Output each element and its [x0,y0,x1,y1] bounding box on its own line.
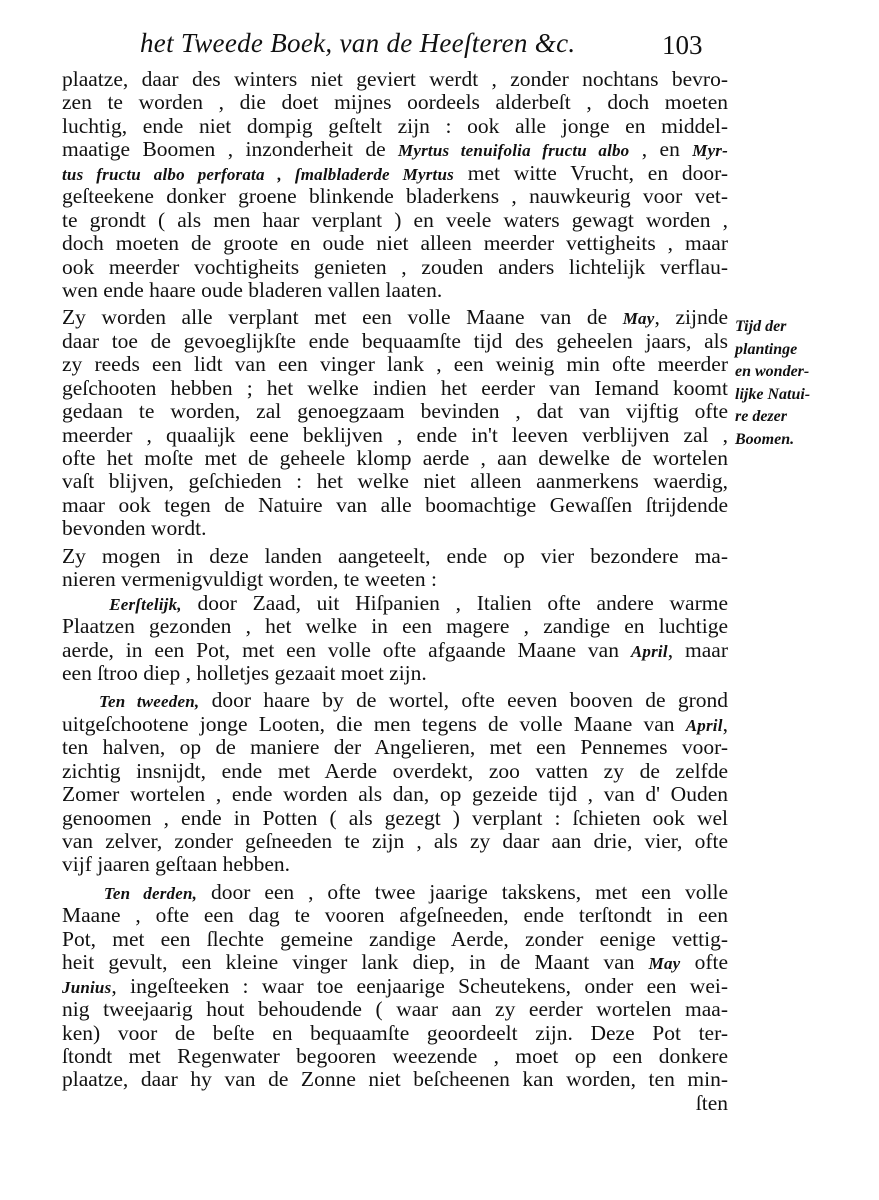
text-line [62,615,728,638]
text-segment: nieren vermenigvuldigt worden, te weeten : [62,567,437,592]
text-segment: vijf jaaren geſtaan hebben. [62,852,291,877]
text-segment: , zijnde [654,305,728,330]
margin-note-line: re dezer [735,408,787,425]
margin-note-line: Tijd der [735,318,787,335]
text-line [62,209,728,232]
text-line [62,951,728,974]
text-segment: doch moeten de groote en oude niet alleen meerder vettigheits , maar [62,231,728,256]
text-line [62,494,728,517]
text-segment: wen ende haare oude bladeren vallen laaten. [62,277,443,302]
text-segment: plaatze, daar hy van de Zonne niet beſcheenen kan worden, ten min- [62,1067,728,1092]
page-number: 103 [662,30,703,60]
text-segment: Plaatzen gezonden , het welke in een magere , zandige en luchtige [62,614,728,639]
text-line [62,400,728,423]
text-segment: Maane , ofte een dag te vooren afgeſneeden, ende terſtondt in een [62,903,728,928]
italic-term: Ten derden, [103,883,198,903]
text-segment [62,880,104,904]
text-line [62,377,728,400]
text-segment: ofte [680,950,728,975]
text-segment: heit gevult, een kleine vinger lank diep, in de Maant van [62,950,649,975]
text-line [62,185,728,208]
text-segment: daar toe de gevoeglijkſte ende bequaamſte tijd des geheelen jaars, als [62,328,728,353]
text-line [62,447,728,470]
text-segment: aerde, in een Pot, met een volle ofte afgaande Maane van [62,637,631,662]
text-segment: uitgeſchootene jonge Looten, die men tegens de volle Maane van [62,711,686,736]
text-segment: Pot, met een ſlechte gemeine zandige Aerde, zonder eenige vettig- [62,926,728,951]
text-segment: ten halven, op de maniere der Angelieren, met een Pennemes voor- [62,735,728,760]
italic-term: tus fructu albo perforata , ſmalbladerde Myrtus [62,164,454,184]
text-segment: vaſt blijven, geſchieden : het welke niet alleen aanmerkens waerdig, [62,469,728,494]
text-line [62,853,728,876]
text-line [62,830,728,853]
catchword [62,1092,728,1115]
text-segment: ofte het moſte met de geheele klomp aerde , aan dewelke de wortelen [62,446,728,470]
text-segment: met witte Vrucht, en door- [453,160,729,185]
italic-term: Myrtus tenuifolia fructu albo [398,141,630,161]
margin-note-line: en wonder- [735,363,810,380]
text-segment: geſteekene donker groene blinkende bladerkens , nauwkeurig voor vet- [62,184,728,209]
text-line [62,713,728,736]
margin-note-line: lijke Natui- [735,385,811,403]
text-segment: , maar [667,637,729,662]
text-line [62,256,728,279]
italic-term: Eerſtelijk, [109,594,182,614]
text-segment: , en [629,137,693,162]
italic-term: May [622,309,655,329]
text-segment: door Zaad, uit Hiſpanien , Italien ofte andere warme [181,590,729,615]
text-line [62,517,728,540]
text-line [62,783,728,806]
text-line [62,592,728,615]
text-line [62,470,728,493]
text-line [62,353,728,376]
text-line [62,91,728,114]
margin-note [735,316,845,451]
text-line [62,68,728,91]
text-line [62,975,728,998]
text-line [62,1068,728,1091]
italic-term: April [685,715,723,735]
text-line [62,760,728,783]
text-segment: zy reeds een lidt van een vinger lank , een weinig min ofte meerder [62,352,728,377]
italic-term: Junius [62,977,112,997]
text-segment: meerder , quaalijk eene beklijven , ende in't leeven verblijven zal , [62,422,728,447]
text-line [62,881,728,904]
italic-term: Ten tweeden, [99,692,200,712]
text-segment: , [722,711,728,736]
text-line [62,639,728,662]
text-segment: , ingeſteeken : waar toe eenjaarige Scheutekens, onder een wei- [111,973,728,998]
text-line [62,736,728,759]
text-segment: van zelver, zonder geſneeden te zijn , als zy daar aan drie, vier, ofte [62,829,728,853]
text-segment: nig tweejaarig hout behoudende ( waar aan zy eerder wortelen maa- [62,997,728,1022]
text-segment [62,688,99,712]
text-line [62,306,728,329]
text-line [62,1022,728,1045]
text-line [62,330,728,353]
text-segment: Zy mogen in deze landen aangeteelt, ende op vier bezondere ma- [62,543,728,568]
text-segment: door haare by de wortel, ofte eeven booven de grond [199,688,728,713]
text-line [62,1045,728,1068]
body-text [62,68,728,1115]
text-segment: zen te worden , die doet mijnes oordeels alderbeſt , doch moeten [62,90,728,115]
text-segment: maar ook tegen de Natuire van alle boomachtige Gewaſſen ſtrijdende [62,492,728,517]
text-line [62,424,728,447]
italic-term: Myr- [692,141,728,161]
text-line [62,138,728,161]
text-segment: genoomen , ende in Potten ( als gezegt ) verplant : ſchieten ook wel [62,805,728,830]
text-segment: luchtig, ende niet dompig geſtelt zijn : ook alle jonge en middel- [62,113,728,138]
text-line [62,162,728,185]
text-segment: ſtondt met Regenwater begooren weezende , moet op een donkere [62,1043,728,1068]
text-segment: gedaan te worden, zal genoegzaam bevinden , dat van vijftig ofte [62,399,728,424]
text-segment: te grondt ( als men haar verplant ) en veele waters gewagt worden , [62,207,728,232]
text-segment: bevonden wordt. [62,516,207,541]
text-line [62,662,728,685]
text-line [62,279,728,302]
italic-term: April [630,641,668,661]
text-segment: plaatze, daar des winters niet geviert werdt , zonder nochtans bevro- [62,67,728,91]
text-segment: ook meerder vochtigheits genieten , zouden anders lichtelijk verflau- [62,254,728,279]
text-line [62,115,728,138]
text-segment: ken) voor de beſte en bequaamſte geoordeelt zijn. Deze Pot ter- [62,1020,728,1045]
text-segment: ſten [695,1090,728,1115]
text-line [62,807,728,830]
text-segment: geſchooten hebben ; het welke indien het eerder van Iemand koomt [62,375,728,400]
text-line [62,998,728,1021]
running-title: het Tweede Boek, van de Heeſteren &c. [140,28,576,58]
text-segment: Zy worden alle verplant met een volle Maane van de [62,305,623,330]
text-segment: Zomer wortelen , ende worden als dan, op gezeide tijd , van d' Ouden [62,782,728,807]
text-line [62,689,728,712]
text-line [62,545,728,568]
margin-note-line: plantinge [735,340,798,358]
italic-term: May [648,954,681,974]
margin-note-line: Boomen. [735,430,795,448]
text-line [62,928,728,951]
text-line [62,568,728,591]
text-segment: maatige Boomen , inzonderheit de [62,137,399,162]
text-segment [62,591,109,615]
text-line [62,904,728,927]
text-segment: een ſtroo diep , holletjes gezaait moet zijn. [62,660,427,685]
text-line [62,232,728,255]
text-segment: zichtig insnijdt, ende met Aerde overdekt, zoo vatten zy de zelfde [62,758,728,783]
text-segment: door een , ofte twee jaarige takskens, met een volle [197,879,729,904]
